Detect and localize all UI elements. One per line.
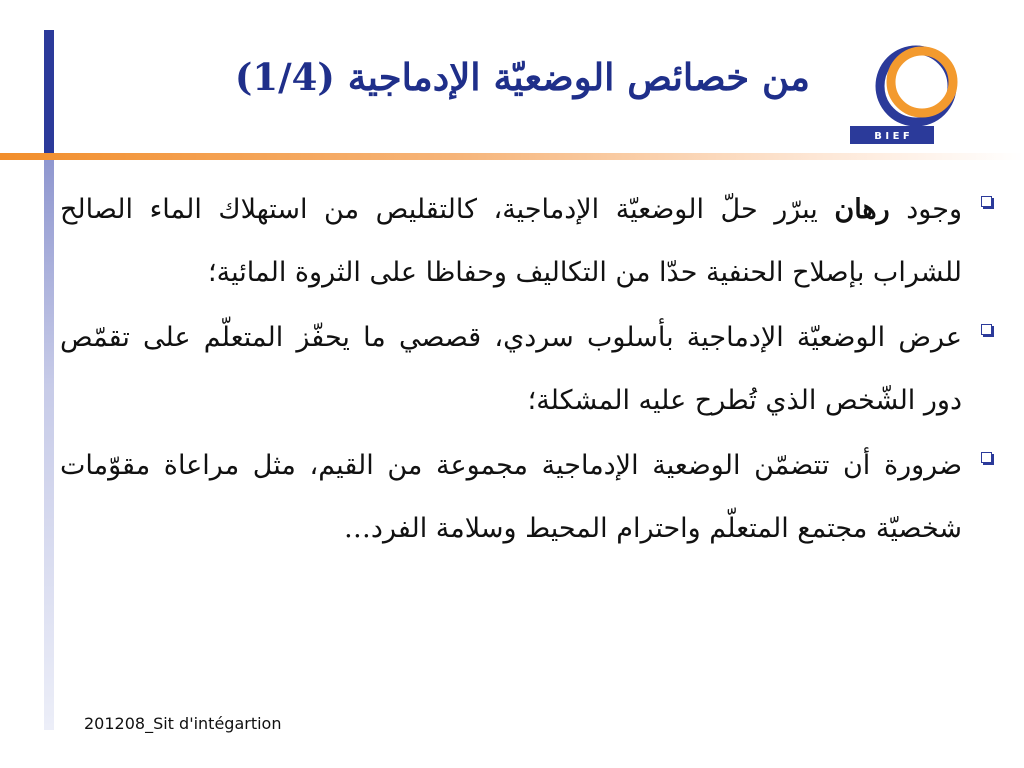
bief-logo (846, 38, 972, 148)
slide-title: من خصائص الوضعيّة الإدماجية (1/4) (234, 55, 810, 99)
bief-ring-logo-icon (846, 38, 972, 148)
square-bullet-icon (981, 196, 992, 207)
square-bullet-icon (981, 324, 992, 335)
slide-footer: 201208_Sit d'intégartion (84, 714, 282, 733)
left-accent-bar-fade (44, 155, 54, 730)
title-divider-line (0, 153, 1024, 160)
logo-text: B I E F (874, 131, 910, 142)
list-item (60, 434, 992, 560)
bullet-list (60, 178, 992, 562)
bullet-text: ضرورة أن تتضمّن الوضعية الإدماجية مجموعة من القيم، مثل مراعاة مقوّمات شخصيّة مجتمع المتعلّم واحترام المحيط وسلامة الفرد… (60, 450, 962, 544)
bullet-bold-term: رهان (834, 194, 890, 225)
square-bullet-icon (981, 452, 992, 463)
bullet-text (60, 178, 962, 304)
list-item (60, 306, 992, 432)
left-accent-bar-solid (44, 30, 54, 155)
bullet-text-start: وجود (889, 194, 962, 225)
left-accent-bar (44, 30, 54, 730)
list-item (60, 178, 992, 304)
bullet-text: عرض الوضعيّة الإدماجية بأسلوب سردي، قصصي ما يحفّز المتعلّم على تقمّص دور الشّخص الذي تُطرح عليه المشكلة؛ (60, 322, 962, 416)
bullet-text-rest: يبرّر حلّ الوضعيّة الإدماجية، كالتقليص من استهلاك الماء الصالح للشراب بإصلاح الحنفية حدّا من التكاليف وحفاظا على الثروة المائية؛ (60, 194, 962, 288)
